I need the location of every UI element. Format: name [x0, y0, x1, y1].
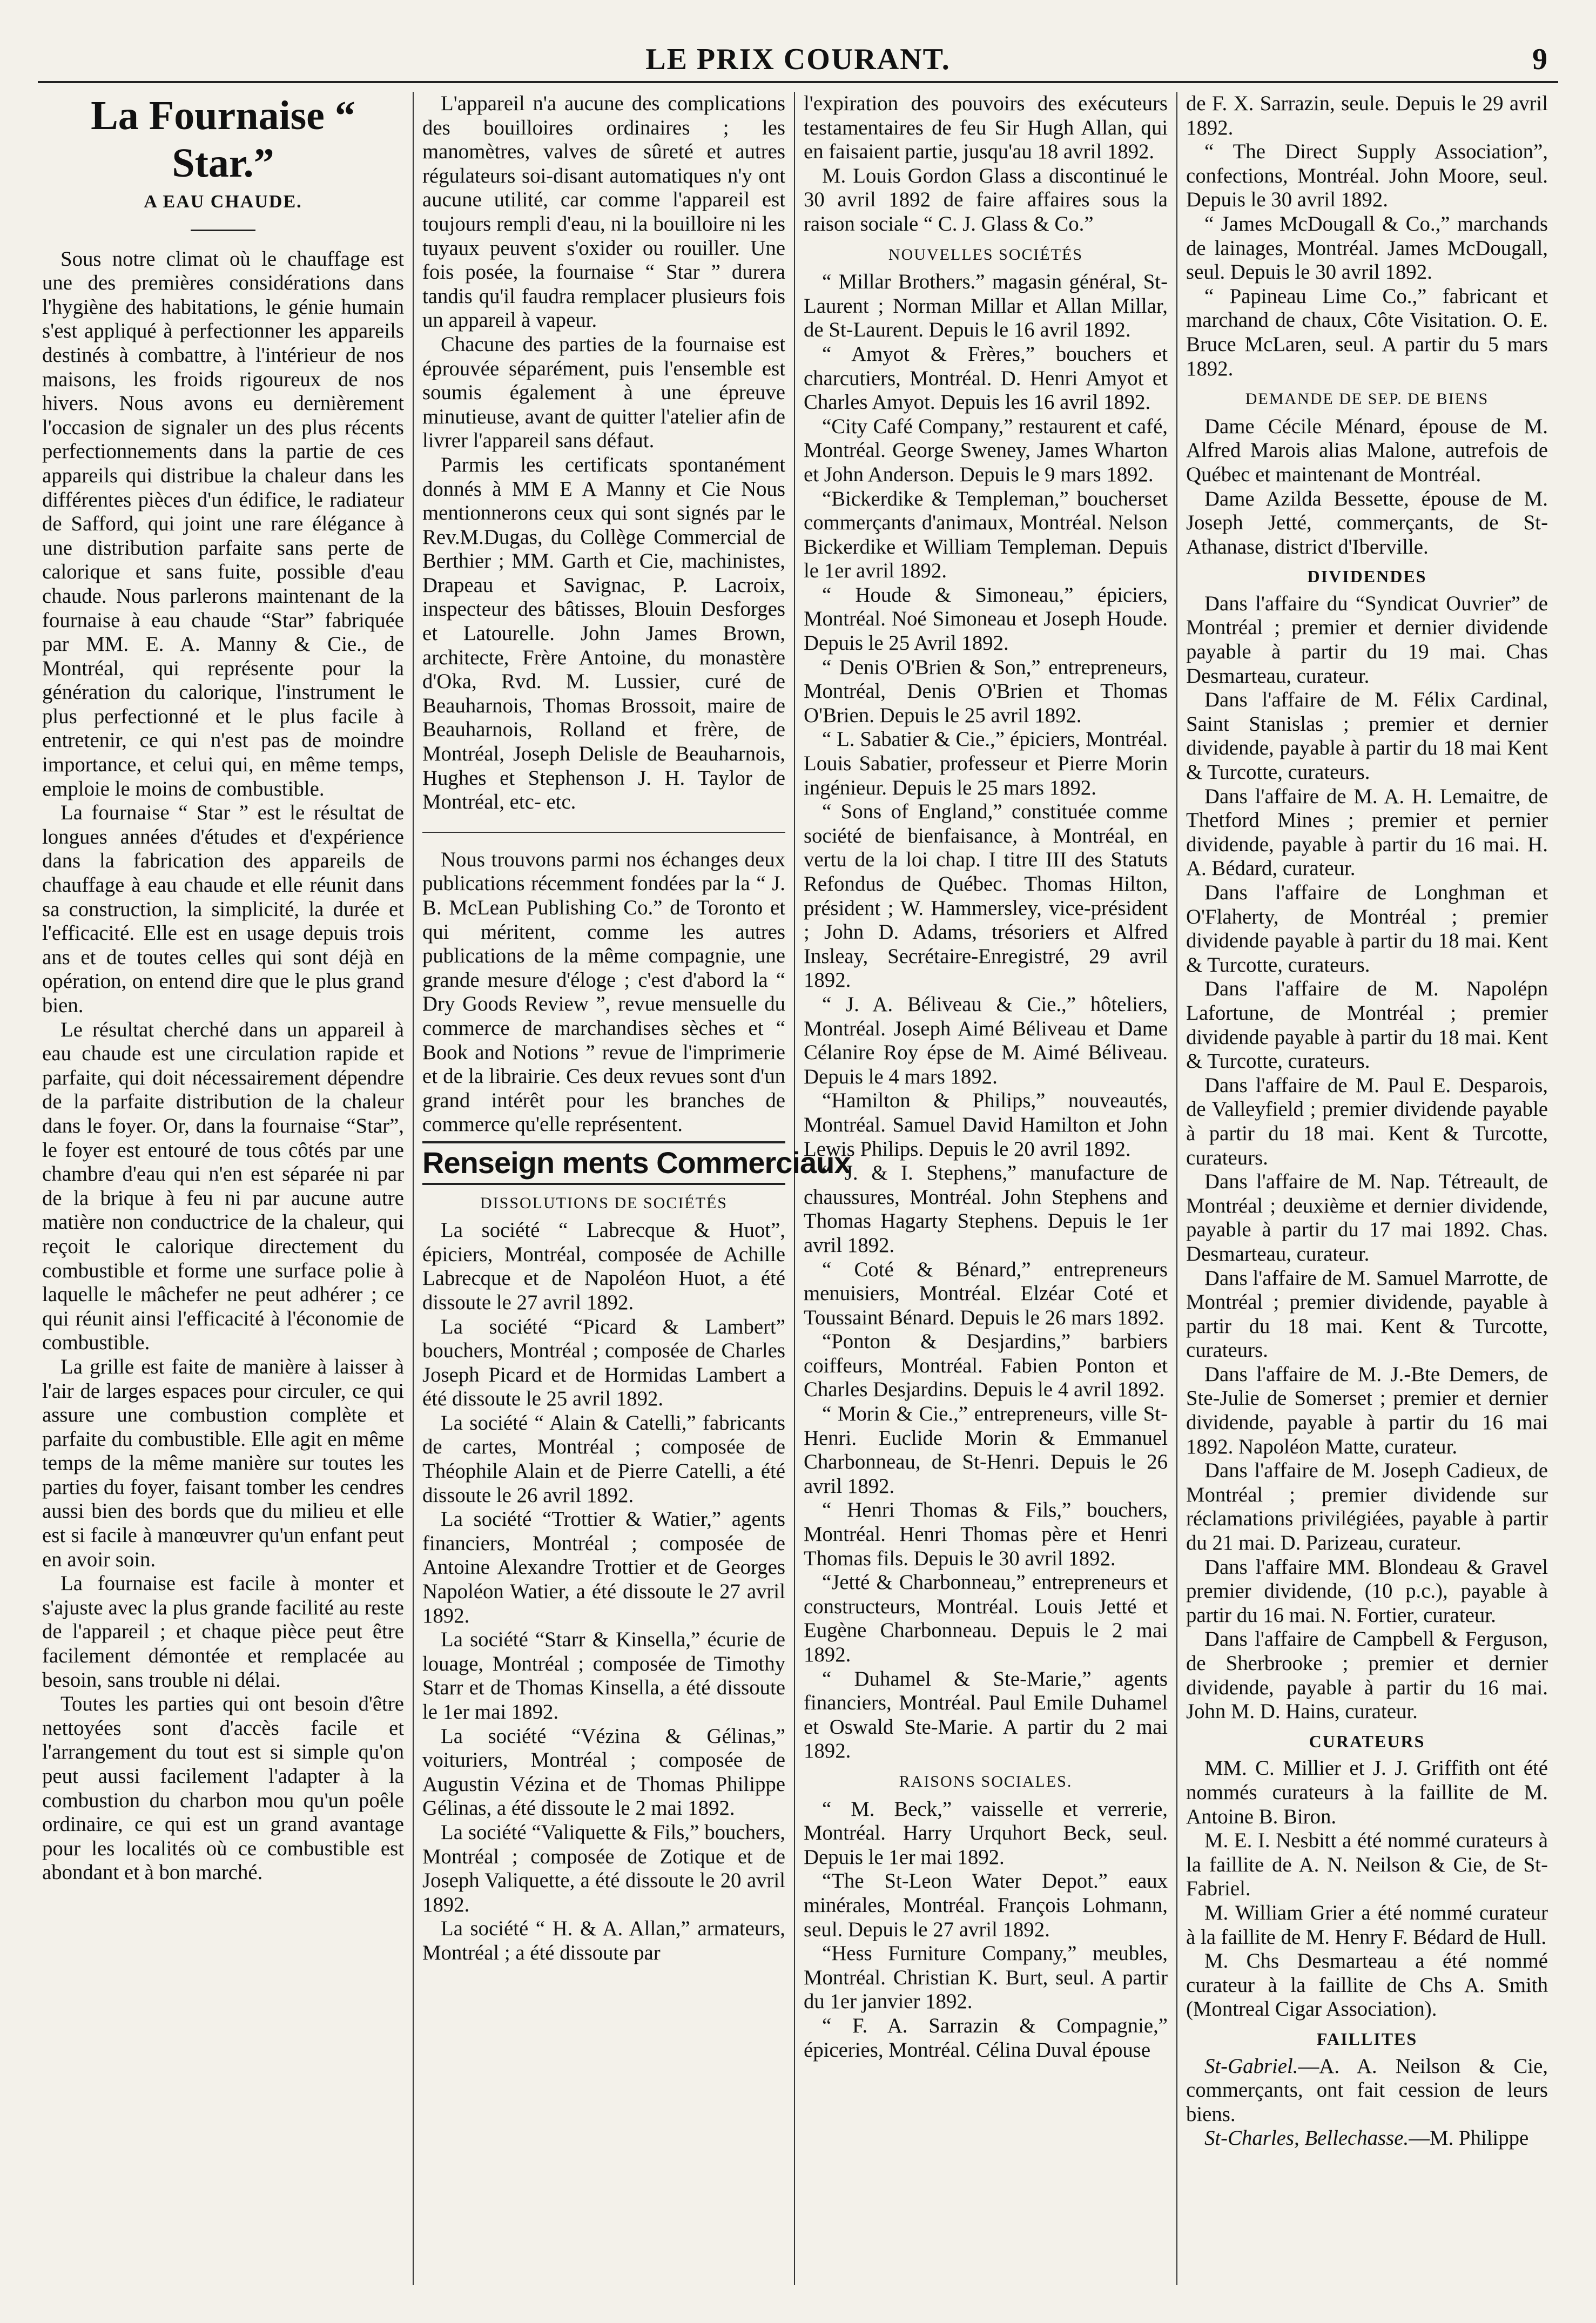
notice-item: “ Coté & Bénard,” entrepreneurs menuisiers, Montréal. Elzéar Coté et Toussaint Bénard. Depuis le 26 mars 1892.: [804, 1257, 1168, 1329]
notice-item: “Hess Furniture Company,” meubles, Montréal. Christian K. Burt, seul. A partir du 1er janvier 1892.: [804, 1942, 1168, 2014]
notice-item: “ L. Sabatier & Cie.,” épiciers, Montréal. Louis Sabatier, professeur et Pierre Morin ingénieur. Depuis le 25 mars 1892.: [804, 728, 1168, 799]
notice-item: “ F. A. Sarrazin & Compagnie,” épiceries, Montréal. Célina Duval épouse: [804, 2014, 1168, 2062]
notice-item: Dans l'affaire de M. Samuel Marrotte, de Montréal ; premier dividende, payable à partir du 18 mai. Kent & Turcotte, curateurs.: [1186, 1266, 1548, 1362]
notice-item: M. William Grier a été nommé curateur à la faillite de M. Henry F. Bédard de Hull.: [1186, 1901, 1548, 1949]
notice-item: La société “Trottier & Watier,” agents financiers, Montréal ; composée de Antoine Alexandre Trottier et de Georges Napoléon Watier, a été dissoute le 27 avril 1892.: [422, 1507, 785, 1627]
notice-item: “ Duhamel & Ste-Marie,” agents financiers, Montréal. Paul Emile Duhamel et Oswald Ste-Marie. A partir du 2 mai 1892.: [804, 1667, 1168, 1763]
notice-item: “ James McDougall & Co.,” marchands de lainages, Montréal. James McDougall, seul. Depuis le 30 avril 1892.: [1186, 212, 1548, 284]
column-3: [804, 92, 1168, 2285]
article-subtitle: A EAU CHAUDE.: [144, 192, 302, 212]
column-divider: [794, 92, 795, 2285]
notice-item: M. E. I. Nesbitt a été nommé curateurs à la faillite de A. N. Neilson & Cie, de St-Fabriel.: [1186, 1829, 1548, 1901]
notice-item: Dans l'affaire de M. Félix Cardinal, Saint Stanislas ; premier et dernier dividende, payable à partir du 18 mai Kent & Turcotte, curateurs.: [1186, 688, 1548, 784]
newspaper-title: LE PRIX COURANT.: [645, 43, 951, 76]
notice-item: “ Denis O'Brien & Son,” entrepreneurs, Montréal, Denis O'Brien et Thomas O'Brien. Depuis le 25 avril 1892.: [804, 655, 1168, 727]
notice-item: La société “Starr & Kinsella,” écurie de louage, Montréal ; composée de Timothy Starr et de Thomas Kinsella, a été dissoute le 1er mai 1892.: [422, 1628, 785, 1723]
notice-item: “ Amyot & Frères,” bouchers et charcutiers, Montréal. D. Henri Amyot et Charles Amyot. Depuis les 16 avril 1892.: [804, 342, 1168, 414]
page-header: [38, 42, 1558, 91]
notice-item: Dans l'affaire de Longhman et O'Flaherty, de Montréal ; premier dividende payable à partir du 18 mai. Kent & Turcotte, curateurs.: [1186, 881, 1548, 977]
notice-item: “ M. Beck,” vaisselle et verrerie, Montréal. Harry Urquhort Beck, seul. Depuis le 1er mai 1892.: [804, 1797, 1168, 1869]
notice-item: “ Papineau Lime Co.,” fabricant et marchand de chaux, Côte Visitation. O. E. Bruce McLaren, seul. A partir du 5 mars 1892.: [1186, 284, 1548, 380]
notice-item: “ Morin & Cie.,” entrepreneurs, ville St-Henri. Euclide Morin & Emmanuel Charbonneau, de St-Henri. Depuis le 26 avril 1892.: [804, 1402, 1168, 1498]
column-4: [1186, 92, 1548, 2285]
section-banner: Renseign ments Commerciaux: [422, 1141, 785, 1185]
notice-item: de F. X. Sarrazin, seule. Depuis le 29 avril 1892.: [1186, 92, 1548, 139]
notice-item: “ J. & I. Stephens,” manufacture de chaussures, Montréal. John Stephens and Thomas Hagarty Stephens. Depuis le 1er avril 1892.: [804, 1161, 1168, 1257]
section-heading: DIVIDENDES: [1307, 567, 1427, 587]
article-title: La Fournaise “ Star.”: [91, 93, 355, 186]
article-paragraph: Le résultat cherché dans un appareil à eau chaude est une circulation rapide et parfaite, qui doit nécessairement dépendre de la parfaite distribution de la chaleur dans le foyer. Or, dans la fournaise “Star”, le foyer est entouré de tous côtés par une chambre d'eau qui n'en est séparée ni par de la brique à feu ni par aucune autre matière non conductrice de la chaleur, qui reçoit le calorique directement du combustible et forme une surface polie à laquelle le mâchefer ne peut adhérer ; ce qui réunit ainsi l'efficacité à l'économie de combustible.: [42, 1018, 404, 1355]
notice-item: “ Millar Brothers.” magasin général, St-Laurent ; Norman Millar et Allan Millar, de St-Laurent. Depuis le 16 avril 1892.: [804, 270, 1168, 342]
notice-item: Dans l'affaire MM. Blondeau & Gravel premier dividende, (10 p.c.), payable à partir du 16 mai. N. Fortier, curateur.: [1186, 1555, 1548, 1627]
header-rule: [38, 81, 1558, 83]
notice-item: “ Henri Thomas & Fils,” bouchers, Montréal. Henri Thomas père et Henri Thomas fils. Depuis le 30 avril 1892.: [804, 1498, 1168, 1570]
notice-item: “Hamilton & Philips,” nouveautés, Montréal. Samuel David Hamilton et John Lewis Philips. Depuis le 20 avril 1892.: [804, 1089, 1168, 1161]
notice-item: “ Sons of England,” constituée comme société de bienfaisance, à Montréal, en vertu de la loi chap. I titre III des Statuts Refondus de Québec. Thomas Hilton, président ; W. Hammersley, vice-président ; John D. Adams, trésoriers et Alfred Insleay, Secrétaire-Enregistré, 29 avril 1892.: [804, 800, 1168, 992]
faillite-place: St-Charles, Bellechasse.: [1204, 2126, 1409, 2150]
notice-item: “ Houde & Simoneau,” épiciers, Montréal. Noé Simoneau et Joseph Houde. Depuis le 25 Avril 1892.: [804, 583, 1168, 655]
notice-item: La société “ Labrecque & Huot”, épiciers, Montréal, composée de Achille Labrecque et de Napoléon Huot, a été dissoute le 27 avril 1892.: [422, 1218, 785, 1314]
section-heading: DEMANDE DE SEP. DE BIENS: [1245, 390, 1489, 408]
notice-item: M. Louis Gordon Glass a discontinué le 30 avril 1892 de faire affaires sous la raison sociale “ C. J. Glass & Co.”: [804, 164, 1168, 235]
notice-item: “Jetté & Charbonneau,” entrepreneurs et constructeurs, Montréal. Louis Jetté et Eugène Charbonneau. Depuis le 2 mai 1892.: [804, 1571, 1168, 1666]
notice-item: MM. C. Millier et J. J. Griffith ont été nommés curateurs à la faillite de M. Antoine B. Biron.: [1186, 1756, 1548, 1828]
article-paragraph: Chacune des parties de la fournaise est éprouvée séparément, puis l'ensemble est soumis également à une épreuve minutieuse, avant de quitter l'atelier afin de livrer l'appareil sans défaut.: [422, 332, 785, 453]
notice-item: Dans l'affaire de M. Joseph Cadieux, de Montréal ; premier dividende sur réclamations privilégiées, payable à partir du 21 mai. D. Parizeau, curateur.: [1186, 1459, 1548, 1555]
notice-item: l'expiration des pouvoirs des exécuteurs testamentaires de feu Sir Hugh Allan, qui en faisaient partie, jusqu'au 18 avril 1892.: [804, 92, 1168, 164]
notice-item: “ The Direct Supply Association”, confections, Montréal. John Moore, seul. Depuis le 30 avril 1892.: [1186, 140, 1548, 212]
column-1: [42, 92, 404, 2285]
title-rule: [191, 230, 255, 231]
article-paragraph: Parmis les certificats spontanément donnés à MM E A Manny et Cie Nous mentionnerons ceux qui sont signés par le Rev.M.Dugas, du Collège Commercial de Berthier ; MM. Garth et Cie, machinistes, Drapeau et Savignac, P. Lacroix, inspecteur des bâtisses, Blouin Desforges et Latourelle. John James Brown, architecte, Frère Antoine, du monastère d'Oka, Rvd. M. Lussier, curé de Beauharnois, Thomas Brossoit, maire de Beauharnois, Rolland et frère, de Montréal, Joseph Delisle de Beauharnois, Hughes et Stephenson J. H. Taylor de Montréal, etc- etc.: [422, 453, 785, 814]
section-heading: CURATEURS: [1309, 1731, 1425, 1751]
article-paragraph: Nous trouvons parmi nos échanges deux publications récemment fondées par la “ J. B. McLean Publishing Co.” de Toronto et qui méritent, comme les autres publications de la même compagnie, une grande mesure d'éloge ; c'est d'abord la “ Dry Goods Review ”, revue mensuelle du commerce de marchandises sèches et “ Book and Notions ” revue de l'imprimerie et de la librairie. Ces deux revues sont d'un grand intérêt pour les branches de commerce qu'elle représentent.: [422, 847, 785, 1136]
notice-item: “The St-Leon Water Depot.” eaux minérales, Montréal. François Lohmann, seul. Depuis le 27 avril 1892.: [804, 1869, 1168, 1941]
faillite-text: —A. A. Neilson & Cie, commerçants, ont fait cession de leurs biens.: [1186, 2054, 1548, 2126]
article-paragraph: L'appareil n'a aucune des complications des bouilloires ordinaires ; les manomètres, valves de sûreté et autres régulateurs soi-disant automatiques n'y ont aucune utilité, car comme l'appareil est toujours rempli d'eau, ni la bouilloire ni les tuyaux peuvent s'oxider ou rouiller. Une fois posée, la fournaise “ Star ” durera tandis qu'il faudra remplacer plusieurs fois un appareil à vapeur.: [422, 92, 785, 332]
section-heading: FAILLITES: [1316, 2029, 1418, 2049]
column-2: [422, 92, 851, 2285]
article-paragraph: Toutes les parties qui ont besoin d'être nettoyées sont d'accès facile et l'arrangement du tout est si simple qu'on peut aussi facilement l'adapter à la combustion du charbon mou qu'un poêle ordinaire, ce qui est un grand avantage pour les localités où ce combustible est abondant et à bon marché.: [42, 1692, 404, 1884]
notice-item: “Bickerdike & Templeman,” boucherset commerçants d'animaux, Montréal. Nelson Bickerdike et William Templeman. Depuis le 1er avril 1892.: [804, 487, 1168, 583]
article-paragraph: Sous notre climat où le chauffage est une des premières considérations dans l'hygiène des habitations, le génie humain s'est appliqué à perfectionner les appareils destinés à combattre, à l'intérieur de nos maisons, les froids rigoureux de nos hivers. Nous avons eu dernièrement l'occasion de signaler un des plus récents perfectionnements dans la partie de ces appareils qui distribue la chaleur dans les différentes pièces d'un édifice, le radiateur de Safford, qui joint une rare élégance à une distribution parfaite sans perte de calorique et sans fuite, possible d'eau chaude. Nous parlerons maintenant de la fournaise à eau chaude “Star” fabriquée par MM. E. A. Manny & Cie., de Montréal, qui représente pour la génération du calorique, l'instrument le plus perfectionné et le plus facile à entretenir, ce qui n'est pas de moindre importance, et celui qui, en même temps, emploie le moins de combustible.: [42, 247, 404, 800]
section-heading: NOUVELLES SOCIÉTÉS: [888, 245, 1083, 264]
section-heading: RAISONS SOCIALES.: [899, 1772, 1073, 1790]
notice-item: [1186, 2055, 1548, 2127]
notice-item: La société “Valiquette & Fils,” bouchers, Montréal ; composée de Zotique et de Joseph Valiquette, a été dissoute le 20 avril 1892.: [422, 1820, 785, 1916]
notice-item: Dame Cécile Ménard, épouse de M. Alfred Marois alias Malone, autrefois de Québec et maintenant de Montréal.: [1186, 414, 1548, 486]
article-paragraph: La grille est faite de manière à laisser à l'air de larges espaces pour circuler, ce qui assure une combustion complète et parfaite du combustible. Elle agit en même temps de la même manière sur toutes les parties du foyer, faisant tomber les cendres aussi bien des bords que du milieu et elle est si facile à manœuvrer qu'un enfant peut en avoir soin.: [42, 1355, 404, 1571]
notice-item: La société “ H. & A. Allan,” armateurs, Montréal ; a été dissoute par: [422, 1917, 785, 1964]
notice-item: Dame Azilda Bessette, épouse de M. Joseph Jetté, commerçants, de St-Athanase, district d'Iberville.: [1186, 487, 1548, 558]
notice-item: Dans l'affaire de Campbell & Ferguson, de Sherbrooke ; premier et dernier dividende, payable à partir du 16 mai. John M. D. Hains, curateur.: [1186, 1627, 1548, 1723]
page-number: 9: [1532, 43, 1547, 76]
column-divider: [1176, 92, 1177, 2285]
notice-item: Dans l'affaire de M. Nap. Tétreault, de Montréal ; deuxième et dernier dividende, payable à partir du 17 mai 1892. Chas. Desmarteau, curateur.: [1186, 1170, 1548, 1265]
notice-item: Dans l'affaire de M. Napolépn Lafortune, de Montréal ; premier dividende payable à partir du 18 mai. Kent & Turcotte, curateurs.: [1186, 977, 1548, 1073]
notice-item: La société “Picard & Lambert” bouchers, Montréal ; composée de Charles Joseph Picard et de Hormidas Lambert a été dissoute le 25 avril 1892.: [422, 1315, 785, 1411]
notice-item: Dans l'affaire de M. A. H. Lemaitre, de Thetford Mines ; premier et pernier dividende, payable à partir du 16 mai. H. A. Bédard, curateur.: [1186, 784, 1548, 880]
notice-item: M. Chs Desmarteau a été nommé curateur à la faillite de Chs A. Smith (Montreal Cigar Association).: [1186, 1949, 1548, 2021]
notice-item: Dans l'affaire du “Syndicat Ouvrier” de Montréal ; premier et dernier dividende payable à partir du 19 mai. Chas Desmarteau, curateur.: [1186, 591, 1548, 688]
faillite-place: St-Gabriel.: [1204, 2054, 1298, 2078]
notice-item: Dans l'affaire de M. J.-Bte Demers, de Ste-Julie de Somerset ; premier et dernier dividende, payable à partir du 16 mai 1892. Napoléon Matte, curateur.: [1186, 1362, 1548, 1458]
notice-item: La société “Vézina & Gélinas,” voituriers, Montréal ; composée de Augustin Vézina et de Thomas Philippe Gélinas, a été dissoute le 2 mai 1892.: [422, 1724, 785, 1820]
notice-item: “Ponton & Desjardins,” barbiers coiffeurs, Montréal. Fabien Ponton et Charles Desjardins. Depuis le 4 avril 1892.: [804, 1330, 1168, 1402]
notice-item: Dans l'affaire de M. Paul E. Desparois, de Valleyfield ; premier dividende payable à partir du 18 mai. Kent & Turcotte, curateurs.: [1186, 1073, 1548, 1169]
faillite-text: —M. Philippe: [1409, 2126, 1529, 2150]
section-heading: DISSOLUTIONS DE SOCIÉTÉS: [480, 1194, 728, 1212]
notice-item: La société “ Alain & Catelli,” fabricants de cartes, Montréal ; composée de Théophile Alain et de Pierre Catelli, a été dissoute le 26 avril 1892.: [422, 1411, 785, 1507]
notice-item: “ J. A. Béliveau & Cie.,” hôteliers, Montréal. Joseph Aimé Béliveau et Dame Célanire Roy épse de M. Aimé Béliveau. Depuis le 4 mars 1892.: [804, 992, 1168, 1088]
article-paragraph: La fournaise “ Star ” est le résultat de longues années d'études et d'expérience dans la fabrication des appareils de chauffage à eau chaude et elle réunit dans sa construction, la simplicité, la durée et l'efficacité. Elle est en usage depuis trois ans et de toutes celles qui sont déjà en opération, on entend dire que le plus grand bien.: [42, 801, 404, 1017]
section-rule: [422, 832, 785, 833]
column-divider: [413, 92, 414, 2285]
notice-item: [1186, 2126, 1548, 2151]
article-paragraph: La fournaise est facile à monter et s'ajuste avec la plus grande facilité au reste de l'appareil ; et chaque pièce peut être facilement démontée et remplacée au besoin, sans trouble ni délai.: [42, 1572, 404, 1692]
notice-item: “City Café Company,” restaurent et café, Montréal. George Sweney, James Wharton et John Anderson. Depuis le 9 mars 1892.: [804, 414, 1168, 486]
